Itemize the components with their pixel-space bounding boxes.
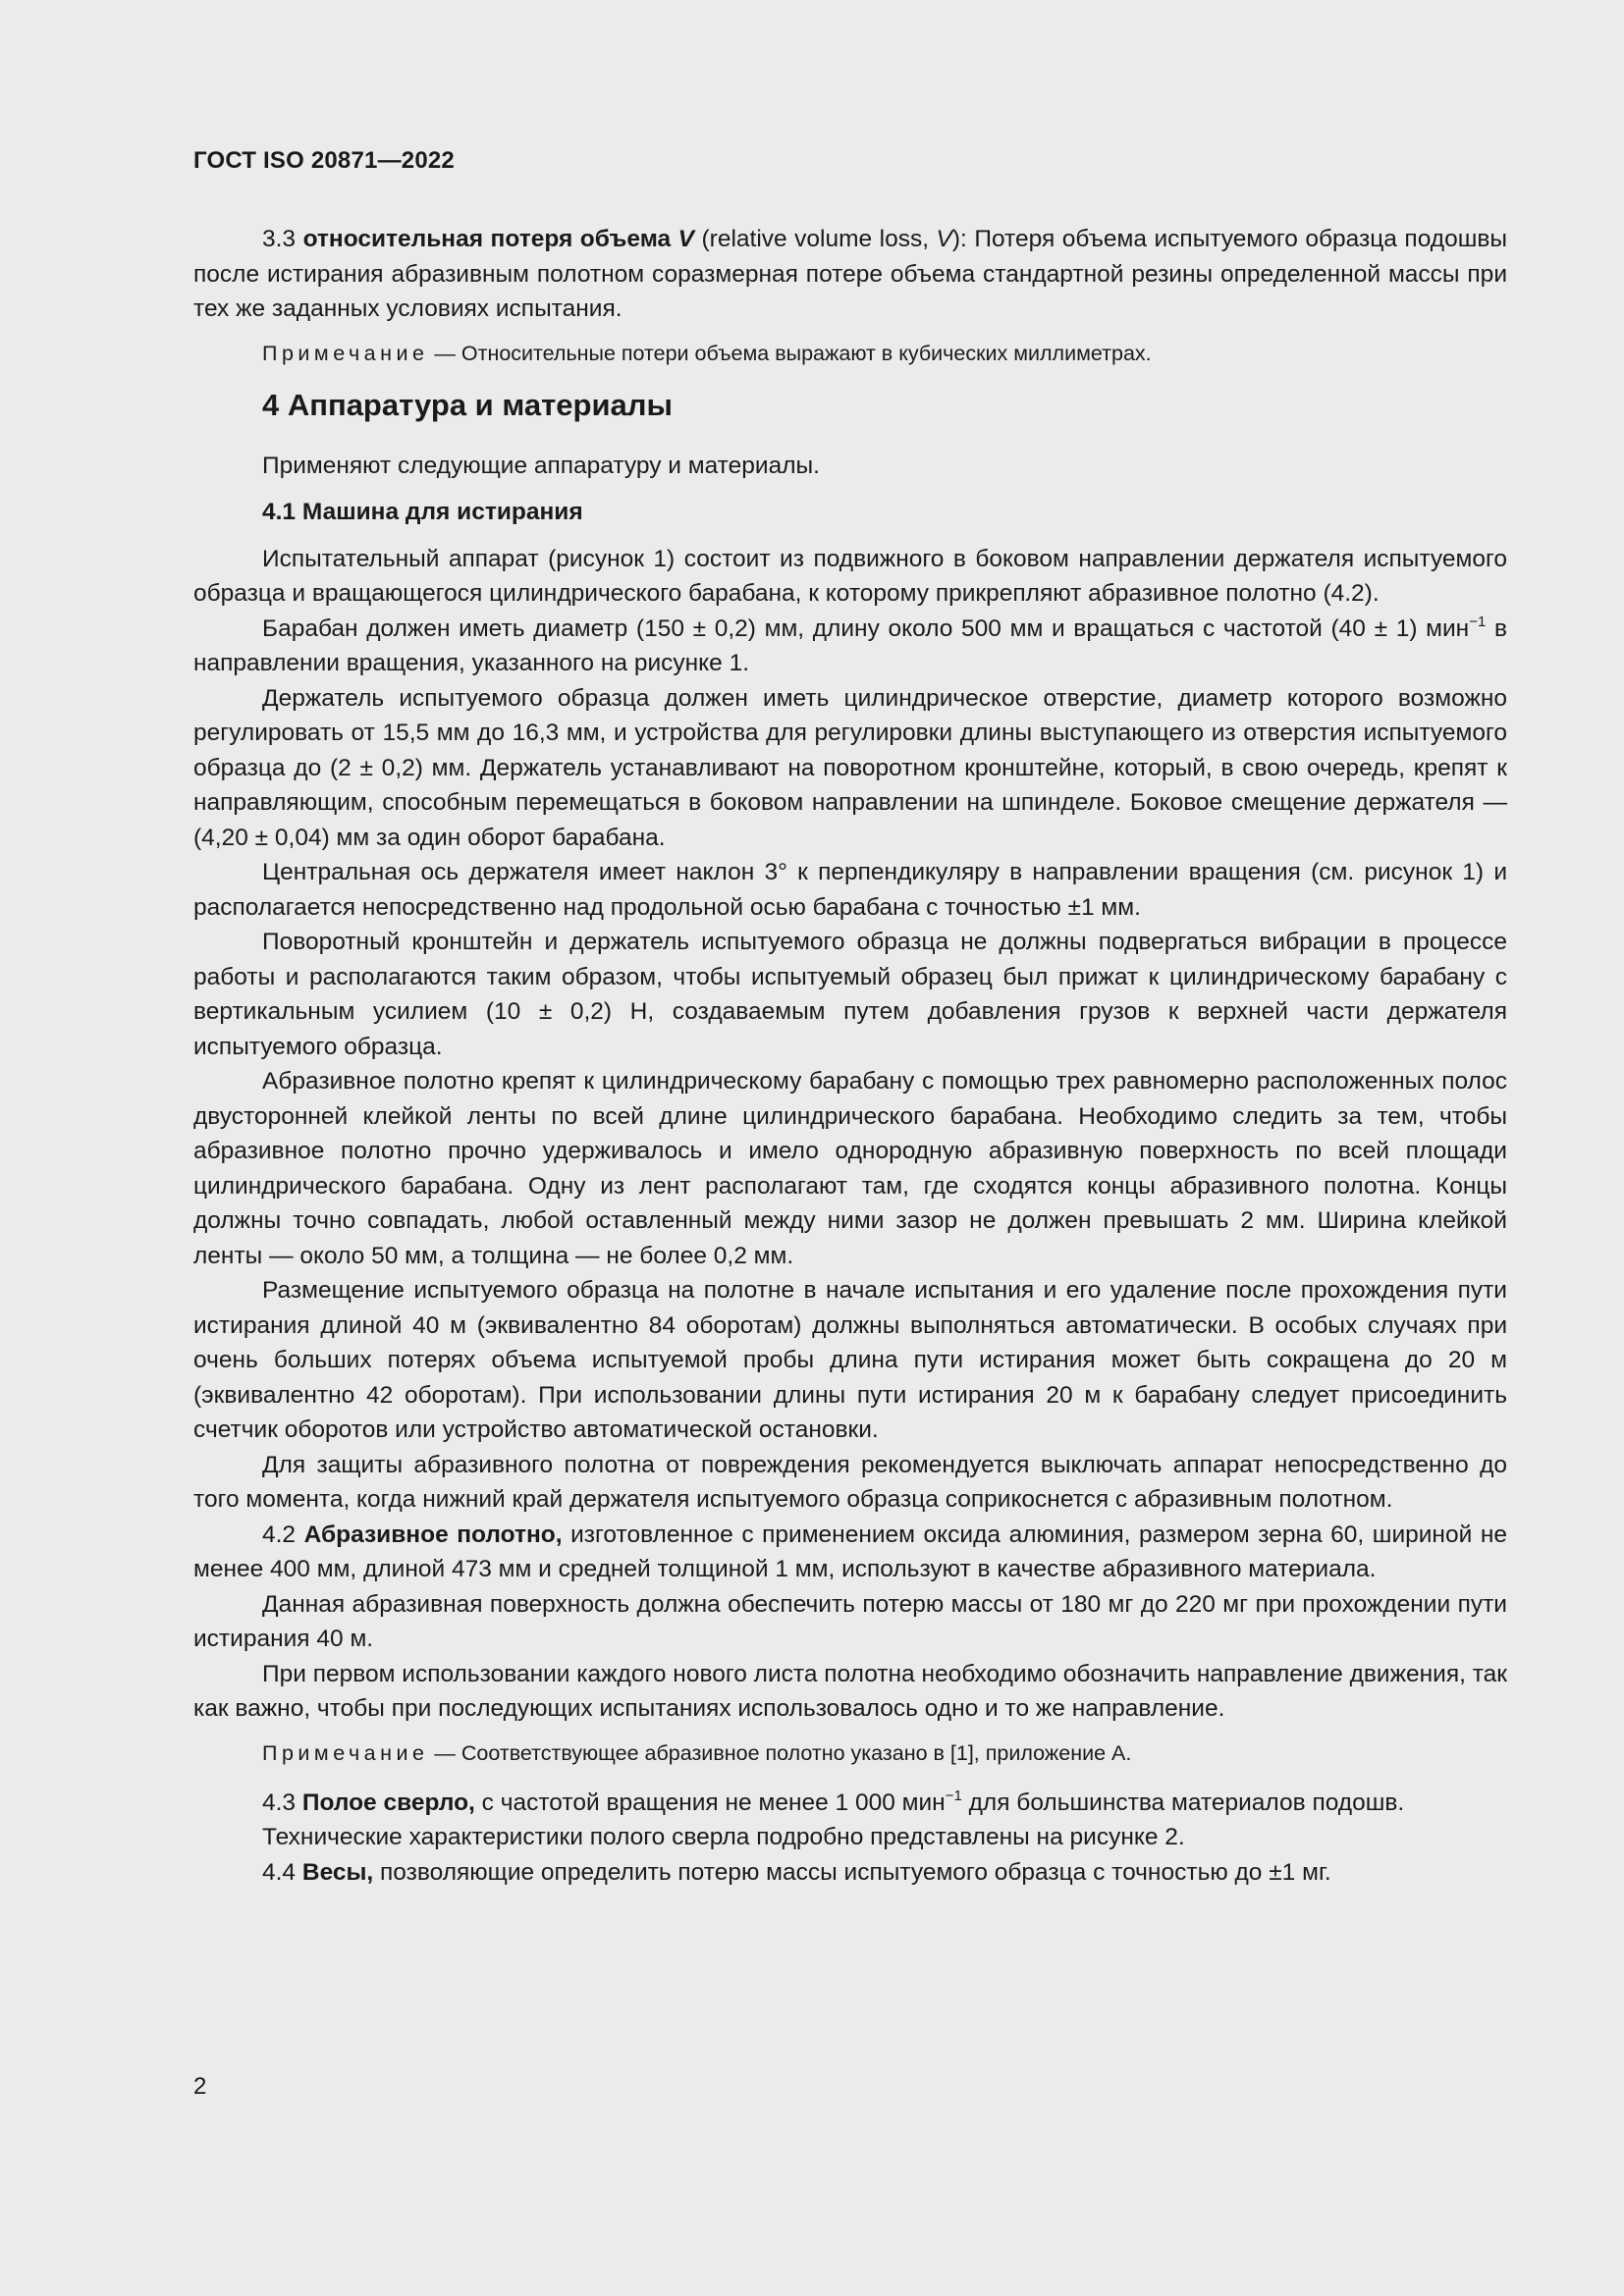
paragraph: Абразивное полотно крепят к цилиндрическому барабану с помощью трех равномерно расположенных полос двусторонней клейкой ленты по всей длине цилиндрического барабана. Необходимо следить за тем, чтобы абразивное полотно прочно удерживалось и имело однородную абразивную поверхность по всей площади цилиндрического барабана. Одну из лент располагают там, где сходятся концы абразивного полотна. Концы должны точно совпадать, любой оставленный между ними зазор не должен превышать 2 мм. Ширина клейкой ленты — около 50 мм, а толщина — не более 0,2 мм. — [193, 1068, 1507, 1269]
term: Абразивное полотно, — [303, 1521, 563, 1548]
clause-number: 4.3 — [262, 1789, 297, 1816]
document-body — [193, 222, 1507, 1890]
paragraph: При первом использовании каждого нового листа полотна необходимо обозначить направление движения, так как важно, чтобы при последующих испытаниях использовалось одно и то же направление. — [193, 1660, 1507, 1722]
note-2 — [193, 1738, 1507, 1768]
definition: позволяющие определить потерю массы испытуемого образца с точностью до ±1 мг. — [373, 1858, 1331, 1886]
note-label: Примечание — [262, 1740, 429, 1765]
paragraph — [193, 612, 1507, 681]
term-en-close: ): — [951, 226, 975, 252]
paragraph: Данная абразивная поверхность должна обеспечить потерю массы от 180 мг до 220 мг при прохождении пути истирания 40 м. — [193, 1590, 1507, 1652]
term-en-open: (relative volume loss, — [701, 226, 937, 252]
clause-4-1-heading: 4.1 Машина для истирания — [262, 499, 583, 525]
note-text: — Относительные потери объема выражают в кубических миллиметрах. — [428, 341, 1152, 365]
term-symbol: V — [677, 226, 694, 252]
superscript: −1 — [945, 1787, 962, 1804]
paragraph: Технические характеристики полого сверла подробно представлены на рисунке 2. — [262, 1824, 1185, 1850]
document-header: ГОСТ ISO 20871—2022 — [193, 147, 455, 174]
term: Полое сверло, — [301, 1789, 475, 1816]
paragraph-text: в направлении вращения, указанного на рисунке 1. — [193, 614, 1507, 676]
definition: для большинства материалов подошв. — [961, 1789, 1405, 1816]
superscript: −1 — [1469, 613, 1487, 630]
clause-4-4 — [193, 1855, 1507, 1891]
clause-3-3 — [193, 222, 1507, 327]
note-label: Примечание — [262, 341, 429, 365]
definition: с частотой вращения не менее 1 000 мин — [474, 1789, 946, 1816]
section-4-intro: Применяют следующие аппаратуру и материалы. — [262, 452, 820, 479]
paragraph: Испытательный аппарат (рисунок 1) состоит из подвижного в боковом направлении держателя испытуемого образца и вращающегося цилиндрического барабана, к которому прикрепляют абразивное полотно (4.2). — [193, 545, 1507, 607]
paragraph-text: Барабан должен иметь диаметр (150 ± 0,2) мм, длину около 500 мм и вращаться с частотой (40 ± 1) мин — [262, 614, 1470, 642]
clause-4-2 — [193, 1518, 1507, 1587]
definition: изготовленное с применением оксида алюминия, размером зерна 60, шириной не менее 400 мм, длиной 473 мм и средней толщиной 1 мм, используют в качестве абразивного материала. — [193, 1521, 1507, 1582]
page-number: 2 — [193, 2073, 207, 2100]
clause-number: 4.2 — [262, 1521, 297, 1548]
section-4-heading: 4 Аппаратура и материалы — [262, 387, 673, 422]
paragraph: Держатель испытуемого образца должен иметь цилиндрическое отверстие, диаметр которого возможно регулировать от 15,5 мм до 16,3 мм, и устройства для регулировки длины выступающего из отверстия испытуемого образца до (2 ± 0,2) мм. Держатель устанавливают на поворотном кронштейне, который, в свою очередь, крепят к направляющим, способным перемещаться в боковом направлении на шпинделе. Боковое смещение держателя — (4,20 ± 0,04) мм за один оборот барабана. — [193, 684, 1507, 851]
term: относительная потеря объема — [302, 226, 672, 252]
paragraph: Для защиты абразивного полотна от повреждения рекомендуется выключать аппарат непосредственно до того момента, когда нижний край держателя испытуемого образца соприкоснется с абразивным полотном. — [193, 1451, 1507, 1513]
paragraph: Поворотный кронштейн и держатель испытуемого образца не должны подвергаться вибрации в процессе работы и располагаются таким образом, чтобы испытуемый образец был прижат к цилиндрическому барабану с вертикальным усилием (10 ± 0,2) Н, создаваемым путем добавления грузов к верхней части держателя испытуемого образца. — [193, 929, 1507, 1060]
clause-number: 4.4 — [262, 1858, 297, 1886]
clause-4-3 — [193, 1786, 1507, 1821]
note-text: — Соответствующее абразивное полотно указано в [1], приложение А. — [428, 1740, 1132, 1765]
note-1 — [193, 339, 1507, 368]
paragraph: Центральная ось держателя имеет наклон 3° к перпендикуляру в направлении вращения (см. рисунок 1) и располагается непосредственно над продольной осью барабана с точностью ±1 мм. — [193, 859, 1507, 921]
definition: Потеря объема испытуемого образца подошвы после истирания абразивным полотном соразмерная потере объема стандартной резины определенной массы при тех же заданных условиях испытания. — [193, 226, 1507, 322]
paragraph: Размещение испытуемого образца на полотне в начале испытания и его удаление после прохождения пути истирания длиной 40 м (эквивалентно 84 оборотам) должны выполняться автоматически. В особых случаях при очень больших потерях объема испытуемой пробы длина пути истирания может быть сокращена до 20 м (эквивалентно 42 оборотам). При использовании длины пути истирания 20 м к барабану следует присоединить счетчик оборотов или устройство автоматической остановки. — [193, 1277, 1507, 1443]
term-en-symbol: V — [936, 226, 952, 252]
clause-number: 3.3 — [262, 226, 297, 252]
term: Весы, — [301, 1858, 374, 1886]
